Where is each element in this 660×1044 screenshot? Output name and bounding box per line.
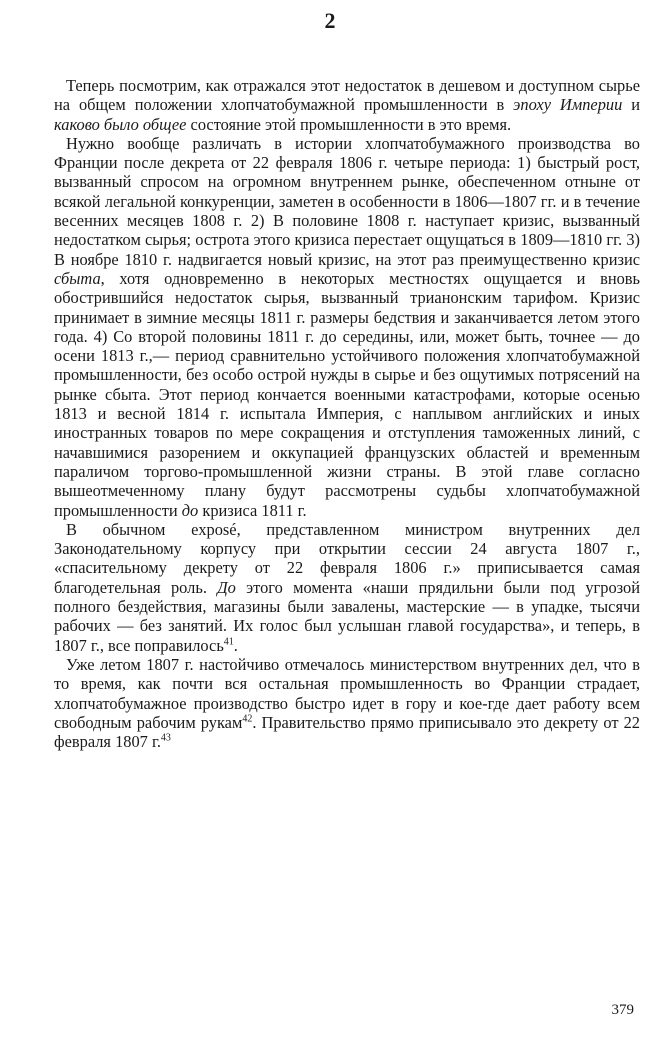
paragraph: Уже летом 1807 г. настойчиво отмечалось министерством внутренних дел, что в то время, как почти вся остальная промышленность во Франции страдает, хлопчатобумажное производство быстро идет в гору и кое-где дает работу всем свободным рабочим рукам$^{42}$. Правительство прямо приписывало это декрету от 22 февраля 1807 г.$^{43}$ (54, 654, 641, 752)
paragraph: Теперь посмотрим, как отражался этот недостаток в дешевом и доступном сырье на общем положении хлопчатобумажной промышленности в эпоху Империи и каково было общее состояние этой промышленности в это время. (54, 76, 641, 134)
footnote-ref: 42 (242, 713, 253, 725)
footnote-ref: 41 (223, 636, 234, 648)
page-number: 379 (611, 1002, 634, 1018)
body-text (54, 76, 640, 751)
page-heading: 2 (324, 8, 336, 33)
paragraph: Нужно вообще различать в истории хлопчатобумажного производства во Франции после декрета от 22 февраля 1806 г. четыре периода: 1) быстрый рост, вызванный спросом на огромном внутреннем рынке, обеспеченном отныне от всякой легальной конкуренции, заметен в особенности в 1806—1807 гг. и в течение весенних месяцев 1808 г. 2) В половине 1808 г. наступает кризис, вызванный недостатком сырья; острота этого кризиса перестает ощущаться в 1809—1810 гг. 3) В ноябре 1810 г. надвигается новый кризис, на этот раз преимущественно кризис сбыта, хотя одновременно в некоторых местностях ощущается и вновь обострившийся недостаток сырья, вызванный трианонским тарифом. Кризис принимает в зимние месяцы 1811 г. размеры бедствия и заканчивается летом этого года. 4) Со второй половины 1811 г. до середины, или, может быть, точнее — до осени 1813 г.,— период сравнительно устойчивого положения хлопчатобумажной промышленности, без особо острой нужды в сырье и без ощутимых потрясений на рынке сбыта. Этот период кончается военными катастрофами, которые осенью 1813 и весной 1814 г. испытала Империя, с наплывом английских и иных иностранных товаров по мере сокращения и отступления таможенных линий, с начавшимися разорением и оккупацией французских областей и временным параличом торгово-промышленной жизни страны. В этой главе согласно вышеотмеченному плану будут рассмотрены судьбы хлопчатобумажной промышленности до кризиса 1811 г. (54, 133, 640, 520)
footnote-ref: 43 (160, 732, 171, 744)
paragraph: В обычном exposé, представленном министром внутренних дел Законодательному корпусу при открытии сессии 24 августа 1807 г., «спасительному декрету от 22 февраля 1806 г.» приписывается самая благодетельная роль. До этого момента «наши прядильни были под угрозой полного бездействия, магазины были завалены, мастерские — в упадке, тысячи рабочих — без занятий. Их голос был услышан главой государства», и теперь, в 1807 г., все поправилось$^{41}$. (54, 519, 641, 655)
